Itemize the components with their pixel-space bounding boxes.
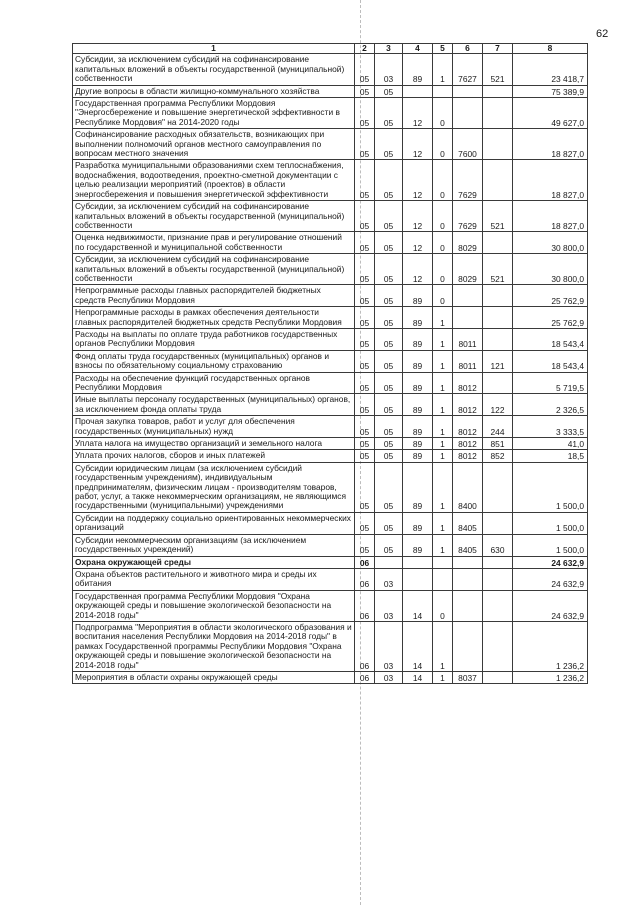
subprogram-code-cell [433, 556, 453, 568]
program-code-cell: 89 [403, 328, 433, 350]
subsection-code-cell: 05 [375, 129, 403, 160]
table-row [73, 568, 588, 590]
program-code-cell: 89 [403, 450, 433, 462]
subprogram-code-cell: 1 [433, 416, 453, 438]
table-row [73, 462, 588, 512]
direction-code-cell [453, 285, 483, 307]
expense-type-cell [483, 129, 513, 160]
section-code-cell: 05 [355, 372, 375, 394]
table-row [73, 512, 588, 534]
section-code-cell: 05 [355, 350, 375, 372]
row-name-cell: Государственная программа Республики Мордовия "Энергосбережение и повышение энергетической эффективности в Республике Мордовия" на 2014-2020 годы [73, 98, 355, 129]
direction-code-cell [453, 307, 483, 329]
direction-code-cell: 8029 [453, 254, 483, 285]
subsection-code-cell: 03 [375, 621, 403, 671]
budget-table [72, 43, 588, 684]
section-code-cell: 05 [355, 307, 375, 329]
section-code-cell: 05 [355, 160, 375, 201]
program-code-cell: 89 [403, 416, 433, 438]
row-name-cell: Субсидии на поддержку социально ориентированных некоммерческих организаций [73, 512, 355, 534]
program-code-cell: 12 [403, 232, 433, 254]
direction-code-cell: 8037 [453, 671, 483, 683]
table-row [73, 201, 588, 232]
row-name-cell: Другие вопросы в области жилищно-коммунального хозяйства [73, 85, 355, 97]
row-name-cell: Подпрограмма "Мероприятия в области экологического образования и воспитания населения Республики Мордовия на 2014-2018 годы" в рамках Государственной программы Республики Мордовия "Охрана окружающей среды и повышение экологической безопасности на 2014-2018 годы" [73, 621, 355, 671]
program-code-cell: 89 [403, 285, 433, 307]
header-cell: 7 [483, 44, 513, 54]
row-name-cell: Фонд оплаты труда государственных (муниципальных) органов и взносы по обязательному социальному страхованию [73, 350, 355, 372]
amount-cell: 18 543,4 [513, 350, 588, 372]
row-name-cell: Субсидии юридическим лицам (за исключением субсидий государственным учреждениям), индивидуальным предпринимателям, физическим лицам - производителям товаров, работ, услуг, а также некоммерческим организациям, не являющимся государственными (муниципальными) учреждениями [73, 462, 355, 512]
amount-cell: 18 827,0 [513, 129, 588, 160]
row-name-cell: Охрана окружающей среды [73, 556, 355, 568]
program-code-cell: 89 [403, 307, 433, 329]
header-cell: 1 [73, 44, 355, 54]
subprogram-code-cell: 1 [433, 328, 453, 350]
amount-cell: 2 326,5 [513, 394, 588, 416]
table-row [73, 438, 588, 450]
subsection-code-cell: 05 [375, 350, 403, 372]
direction-code-cell [453, 568, 483, 590]
expense-type-cell [483, 328, 513, 350]
subsection-code-cell: 05 [375, 372, 403, 394]
amount-cell: 18 827,0 [513, 160, 588, 201]
row-name-cell: Прочая закупка товаров, работ и услуг для обеспечения государственных (муниципальных) нужд [73, 416, 355, 438]
subprogram-code-cell: 0 [433, 98, 453, 129]
program-code-cell: 12 [403, 129, 433, 160]
subprogram-code-cell: 0 [433, 254, 453, 285]
row-name-cell: Охрана объектов растительного и животного мира и среды их обитания [73, 568, 355, 590]
subsection-code-cell: 05 [375, 438, 403, 450]
subprogram-code-cell: 1 [433, 671, 453, 683]
direction-code-cell: 8011 [453, 328, 483, 350]
amount-cell: 1 236,2 [513, 621, 588, 671]
direction-code-cell: 8012 [453, 394, 483, 416]
expense-type-cell [483, 462, 513, 512]
expense-type-cell: 244 [483, 416, 513, 438]
section-code-cell: 05 [355, 232, 375, 254]
expense-type-cell: 630 [483, 534, 513, 556]
row-name-cell: Уплата налога на имущество организаций и земельного налога [73, 438, 355, 450]
table-row [73, 98, 588, 129]
amount-cell: 1 500,0 [513, 534, 588, 556]
subsection-code-cell: 05 [375, 416, 403, 438]
subsection-code-cell: 05 [375, 201, 403, 232]
table-row [73, 328, 588, 350]
row-name-cell: Субсидии некоммерческим организациям (за исключением государственных учреждений) [73, 534, 355, 556]
subsection-code-cell: 03 [375, 590, 403, 621]
program-code-cell: 12 [403, 254, 433, 285]
program-code-cell: 89 [403, 372, 433, 394]
subprogram-code-cell: 0 [433, 285, 453, 307]
expense-type-cell: 851 [483, 438, 513, 450]
row-name-cell: Уплата прочих налогов, сборов и иных платежей [73, 450, 355, 462]
direction-code-cell: 7629 [453, 160, 483, 201]
header-cell: 5 [433, 44, 453, 54]
table-row [73, 232, 588, 254]
subsection-code-cell: 03 [375, 671, 403, 683]
direction-code-cell [453, 98, 483, 129]
amount-cell: 1 500,0 [513, 512, 588, 534]
row-name-cell: Мероприятия в области охраны окружающей среды [73, 671, 355, 683]
expense-type-cell [483, 556, 513, 568]
table-row [73, 285, 588, 307]
section-code-cell: 06 [355, 621, 375, 671]
program-code-cell: 14 [403, 590, 433, 621]
subsection-code-cell: 05 [375, 254, 403, 285]
table-row [73, 307, 588, 329]
row-name-cell: Непрограммные расходы в рамках обеспечения деятельности главных распорядителей бюджетных средств Республики Мордовия [73, 307, 355, 329]
subsection-code-cell: 03 [375, 54, 403, 85]
expense-type-cell: 521 [483, 254, 513, 285]
row-name-cell: Софинансирование расходных обязательств, возникающих при выполнении полномочий органов местного самоуправления по вопросам местного значения [73, 129, 355, 160]
program-code-cell: 12 [403, 201, 433, 232]
subprogram-code-cell [433, 85, 453, 97]
subprogram-code-cell: 1 [433, 438, 453, 450]
section-code-cell: 05 [355, 201, 375, 232]
program-code-cell: 89 [403, 438, 433, 450]
page-number: 62 [596, 28, 609, 40]
amount-cell: 24 632,9 [513, 556, 588, 568]
amount-cell: 30 800,0 [513, 232, 588, 254]
program-code-cell [403, 556, 433, 568]
direction-code-cell: 7629 [453, 201, 483, 232]
header-cell: 4 [403, 44, 433, 54]
program-code-cell: 12 [403, 98, 433, 129]
subsection-code-cell: 05 [375, 328, 403, 350]
amount-cell: 18,5 [513, 450, 588, 462]
table-row [73, 450, 588, 462]
program-code-cell: 14 [403, 621, 433, 671]
section-code-cell: 05 [355, 328, 375, 350]
table-row [73, 350, 588, 372]
program-code-cell: 12 [403, 160, 433, 201]
program-code-cell: 89 [403, 462, 433, 512]
subprogram-code-cell: 0 [433, 129, 453, 160]
program-code-cell: 89 [403, 512, 433, 534]
subprogram-code-cell: 1 [433, 450, 453, 462]
subsection-code-cell: 05 [375, 450, 403, 462]
amount-cell: 41,0 [513, 438, 588, 450]
section-code-cell: 05 [355, 394, 375, 416]
subsection-code-cell: 05 [375, 307, 403, 329]
section-code-cell: 05 [355, 534, 375, 556]
table-row [73, 54, 588, 85]
subprogram-code-cell: 0 [433, 160, 453, 201]
subprogram-code-cell: 0 [433, 590, 453, 621]
section-code-cell: 06 [355, 671, 375, 683]
table-header-row [73, 44, 588, 54]
expense-type-cell [483, 98, 513, 129]
row-name-cell: Расходы на обеспечение функций государственных органов Республики Мордовия [73, 372, 355, 394]
subsection-code-cell: 05 [375, 534, 403, 556]
subprogram-code-cell [433, 568, 453, 590]
expense-type-cell [483, 512, 513, 534]
row-name-cell: Субсидии, за исключением субсидий на софинансирование капитальных вложений в объекты государственной (муниципальной) собственности [73, 54, 355, 85]
expense-type-cell [483, 671, 513, 683]
direction-code-cell: 8012 [453, 450, 483, 462]
subsection-code-cell: 03 [375, 568, 403, 590]
direction-code-cell: 8012 [453, 438, 483, 450]
subsection-code-cell: 05 [375, 98, 403, 129]
direction-code-cell: 8011 [453, 350, 483, 372]
subsection-code-cell: 05 [375, 160, 403, 201]
subprogram-code-cell: 1 [433, 307, 453, 329]
section-code-cell: 06 [355, 568, 375, 590]
expense-type-cell [483, 568, 513, 590]
program-code-cell [403, 85, 433, 97]
amount-cell: 24 632,9 [513, 568, 588, 590]
row-name-cell: Разработка муниципальными образованиями схем теплоснабжения, водоснабжения, водоотведения, проектно-сметной документации с целью реализации мероприятий (проектов) в области энергосбережения и повышения энергетической эффективности [73, 160, 355, 201]
expense-type-cell [483, 621, 513, 671]
section-code-cell: 05 [355, 450, 375, 462]
program-code-cell: 89 [403, 394, 433, 416]
expense-type-cell [483, 160, 513, 201]
row-name-cell: Субсидии, за исключением субсидий на софинансирование капитальных вложений в объекты государственной (муниципальной) собственности [73, 254, 355, 285]
section-code-cell: 05 [355, 462, 375, 512]
subsection-code-cell [375, 556, 403, 568]
expense-type-cell: 122 [483, 394, 513, 416]
table-row [73, 160, 588, 201]
subprogram-code-cell: 1 [433, 462, 453, 512]
expense-type-cell [483, 285, 513, 307]
table-row [73, 671, 588, 683]
program-code-cell [403, 568, 433, 590]
subsection-code-cell: 05 [375, 232, 403, 254]
direction-code-cell [453, 590, 483, 621]
program-code-cell: 89 [403, 534, 433, 556]
table-row [73, 129, 588, 160]
section-code-cell: 05 [355, 54, 375, 85]
section-code-cell: 05 [355, 285, 375, 307]
amount-cell: 49 627,0 [513, 98, 588, 129]
amount-cell: 30 800,0 [513, 254, 588, 285]
subprogram-code-cell: 1 [433, 350, 453, 372]
header-cell: 8 [513, 44, 588, 54]
direction-code-cell [453, 621, 483, 671]
expense-type-cell [483, 85, 513, 97]
table-row [73, 254, 588, 285]
table-row [73, 85, 588, 97]
row-name-cell: Иные выплаты персоналу государственных (муниципальных) органов, за исключением фонда оплаты труда [73, 394, 355, 416]
section-code-cell: 05 [355, 98, 375, 129]
program-code-cell: 89 [403, 54, 433, 85]
expense-type-cell [483, 232, 513, 254]
direction-code-cell [453, 85, 483, 97]
direction-code-cell: 8400 [453, 462, 483, 512]
subprogram-code-cell: 1 [433, 512, 453, 534]
subprogram-code-cell: 1 [433, 394, 453, 416]
table-row [73, 534, 588, 556]
program-code-cell: 14 [403, 671, 433, 683]
table-row [73, 394, 588, 416]
subsection-code-cell: 05 [375, 85, 403, 97]
amount-cell: 1 236,2 [513, 671, 588, 683]
subprogram-code-cell: 0 [433, 201, 453, 232]
amount-cell: 18 827,0 [513, 201, 588, 232]
program-code-cell: 89 [403, 350, 433, 372]
direction-code-cell: 8405 [453, 512, 483, 534]
table-row [73, 590, 588, 621]
table-row [73, 621, 588, 671]
direction-code-cell: 8405 [453, 534, 483, 556]
subsection-code-cell: 05 [375, 394, 403, 416]
header-cell: 3 [375, 44, 403, 54]
section-code-cell: 05 [355, 416, 375, 438]
row-name-cell: Непрограммные расходы главных распорядителей бюджетных средств Республики Мордовия [73, 285, 355, 307]
subprogram-code-cell: 1 [433, 621, 453, 671]
subprogram-code-cell: 1 [433, 534, 453, 556]
direction-code-cell: 8012 [453, 372, 483, 394]
amount-cell: 5 719,5 [513, 372, 588, 394]
amount-cell: 3 333,5 [513, 416, 588, 438]
section-code-cell: 05 [355, 129, 375, 160]
subsection-code-cell: 05 [375, 462, 403, 512]
expense-type-cell: 521 [483, 201, 513, 232]
header-cell: 6 [453, 44, 483, 54]
section-code-cell: 05 [355, 512, 375, 534]
row-name-cell: Государственная программа Республики Мордовия "Охрана окружающей среды и повышение экологической безопасности на 2014-2018 годы" [73, 590, 355, 621]
table-row [73, 556, 588, 568]
subprogram-code-cell: 1 [433, 372, 453, 394]
amount-cell: 1 500,0 [513, 462, 588, 512]
amount-cell: 23 418,7 [513, 54, 588, 85]
subprogram-code-cell: 1 [433, 54, 453, 85]
amount-cell: 18 543,4 [513, 328, 588, 350]
row-name-cell: Оценка недвижимости, признание прав и регулирование отношений по государственной и муниципальной собственности [73, 232, 355, 254]
subsection-code-cell: 05 [375, 285, 403, 307]
section-code-cell: 06 [355, 590, 375, 621]
direction-code-cell: 8012 [453, 416, 483, 438]
expense-type-cell [483, 307, 513, 329]
expense-type-cell: 521 [483, 54, 513, 85]
subprogram-code-cell: 0 [433, 232, 453, 254]
direction-code-cell [453, 556, 483, 568]
expense-type-cell: 121 [483, 350, 513, 372]
subsection-code-cell: 05 [375, 512, 403, 534]
section-code-cell: 06 [355, 556, 375, 568]
row-name-cell: Расходы на выплаты по оплате труда работников государственных органов Республики Мордовия [73, 328, 355, 350]
amount-cell: 24 632,9 [513, 590, 588, 621]
direction-code-cell: 7600 [453, 129, 483, 160]
expense-type-cell [483, 372, 513, 394]
amount-cell: 75 389,9 [513, 85, 588, 97]
direction-code-cell: 7627 [453, 54, 483, 85]
row-name-cell: Субсидии, за исключением субсидий на софинансирование капитальных вложений в объекты государственной (муниципальной) собственности [73, 201, 355, 232]
table-row [73, 372, 588, 394]
amount-cell: 25 762,9 [513, 307, 588, 329]
header-cell: 2 [355, 44, 375, 54]
amount-cell: 25 762,9 [513, 285, 588, 307]
direction-code-cell: 8029 [453, 232, 483, 254]
expense-type-cell: 852 [483, 450, 513, 462]
section-code-cell: 05 [355, 254, 375, 285]
table-row [73, 416, 588, 438]
expense-type-cell [483, 590, 513, 621]
section-code-cell: 05 [355, 438, 375, 450]
section-code-cell: 05 [355, 85, 375, 97]
